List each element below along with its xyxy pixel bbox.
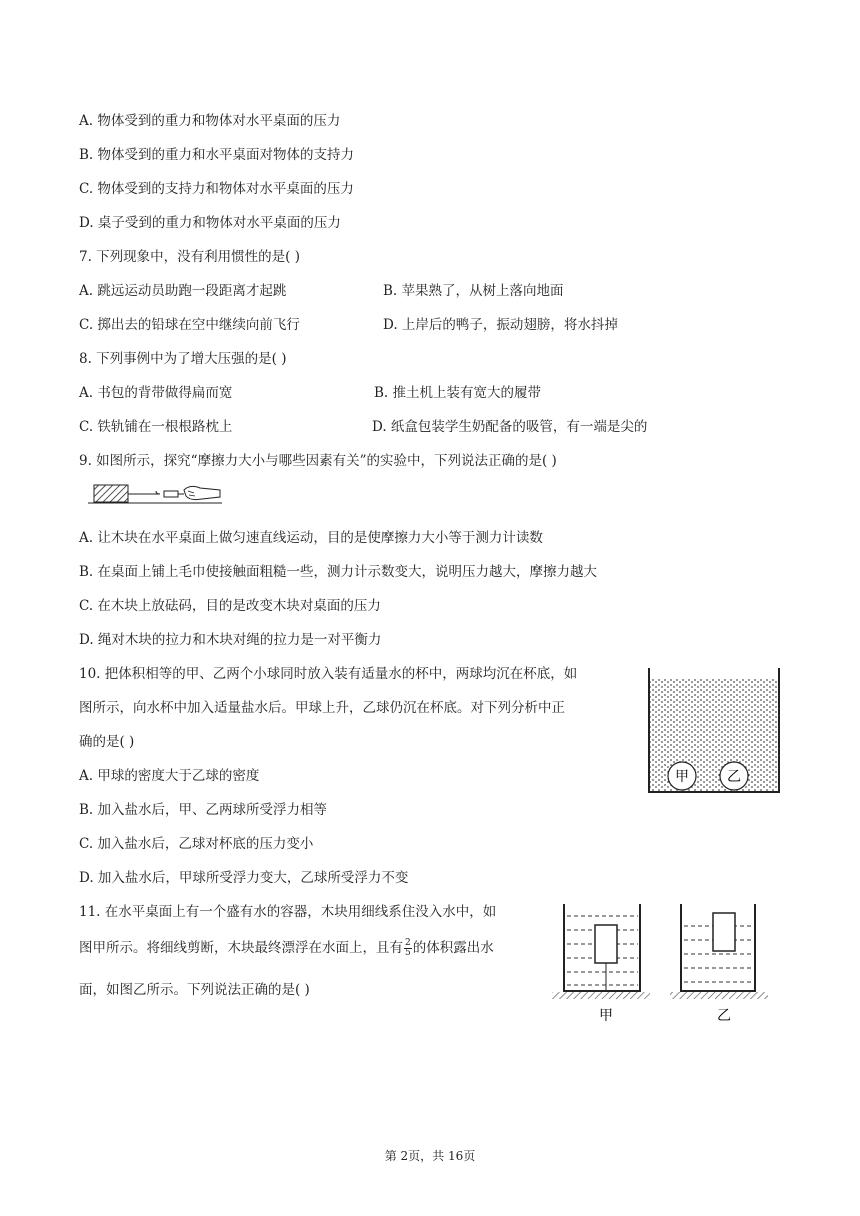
q7-stem: 7. 下列现象中，没有利用惯性的是( ) [79,249,300,265]
q8-option-b: B. 推土机上装有宽大的履带 [374,385,542,401]
q8-option-a: A. 书包的背带做得扁而宽 [79,385,233,401]
q10-stem-line1: 10. 把体积相等的甲、乙两个小球同时放入装有适量水的杯中，两球均沉在杯底，如 [79,666,578,682]
q10-stem-line2: 图所示，向水杯中加入适量盐水后。甲球上升，乙球仍沉在杯底。对下列分析中正 [79,700,565,716]
block-floating [713,913,735,951]
q10-stem-line3: 确的是( ) [79,734,135,750]
q6-option-a: A. 物体受到的重力和物体对水平桌面的压力 [79,113,341,129]
q7-option-a: A. 跳远运动员助跑一段距离才起跳 [79,283,287,299]
fraction [404,939,412,958]
friction-experiment-figure [88,481,222,507]
q10-option-c: C. 加入盐水后，乙球对杯底的压力变小 [79,836,314,852]
q8-option-d: D. 纸盒包装学生奶配备的吸管，有一端是尖的 [372,419,648,435]
q11-stem-line2 [79,938,494,958]
floating-block-figure [552,900,767,1025]
q8-option-c: C. 铁轨铺在一根根路枕上 [79,419,233,435]
q11-stem-line2-post: 的体积露出水 [412,940,494,956]
block-submerged [595,925,617,963]
q9-option-c: C. 在木块上放砝码，目的是改变木块对桌面的压力 [79,598,381,614]
figure-label-yi: 乙 [717,1008,731,1024]
q9-option-d: D. 绳对木块的拉力和木块对绳的拉力是一对平衡力 [79,632,382,648]
cup-with-balls-figure [646,668,782,796]
q10-option-a: A. 甲球的密度大于乙球的密度 [79,768,260,784]
fraction-numerator: 2 [405,938,411,948]
q10-option-d: D. 加入盐水后，甲球所受浮力变大，乙球所受浮力不变 [79,870,409,886]
q7-option-b: B. 苹果熟了，从树上落向地面 [383,283,564,299]
q6-option-c: C. 物体受到的支持力和物体对水平桌面的压力 [79,181,354,197]
page-footer: 第 2页，共 16页 [384,1149,476,1163]
fraction-denominator: 5 [405,948,411,958]
q11-stem-line2-pre: 图甲所示。将细线剪断，木块最终漂浮在水面上，且有 [79,940,403,956]
q6-option-d: D. 桌子受到的重力和物体对水平桌面的压力 [79,215,341,231]
q11-stem-line1: 11. 在水平桌面上有一个盛有水的容器，木块用细线系住没入水中，如 [79,904,497,920]
q9-option-a: A. 让木块在水平桌面上做匀速直线运动，目的是使摩擦力大小等于测力计读数 [79,530,543,546]
ball-yi-label: 乙 [727,769,741,785]
figure-label-jia: 甲 [599,1008,613,1024]
ball-jia-label: 甲 [675,769,689,785]
q8-stem: 8. 下列事例中为了增大压强的是( ) [79,351,287,367]
q9-stem: 9. 如图所示，探究“摩擦力大小与哪些因素有关”的实验中，下列说法正确的是( ) [79,453,557,469]
q6-option-b: B. 物体受到的重力和水平桌面对物体的支持力 [79,147,355,163]
q10-option-b: B. 加入盐水后，甲、乙两球所受浮力相等 [79,802,328,818]
q7-option-d: D. 上岸后的鸭子，振动翅膀，将水抖掉 [383,317,618,333]
q7-option-c: C. 掷出去的铅球在空中继续向前飞行 [79,317,300,333]
q11-stem-line3: 面，如图乙所示。下列说法正确的是( ) [79,982,310,998]
q9-option-b: B. 在桌面上铺上毛巾使接触面粗糙一些，测力计示数变大，说明压力越大，摩擦力越大 [79,564,598,580]
